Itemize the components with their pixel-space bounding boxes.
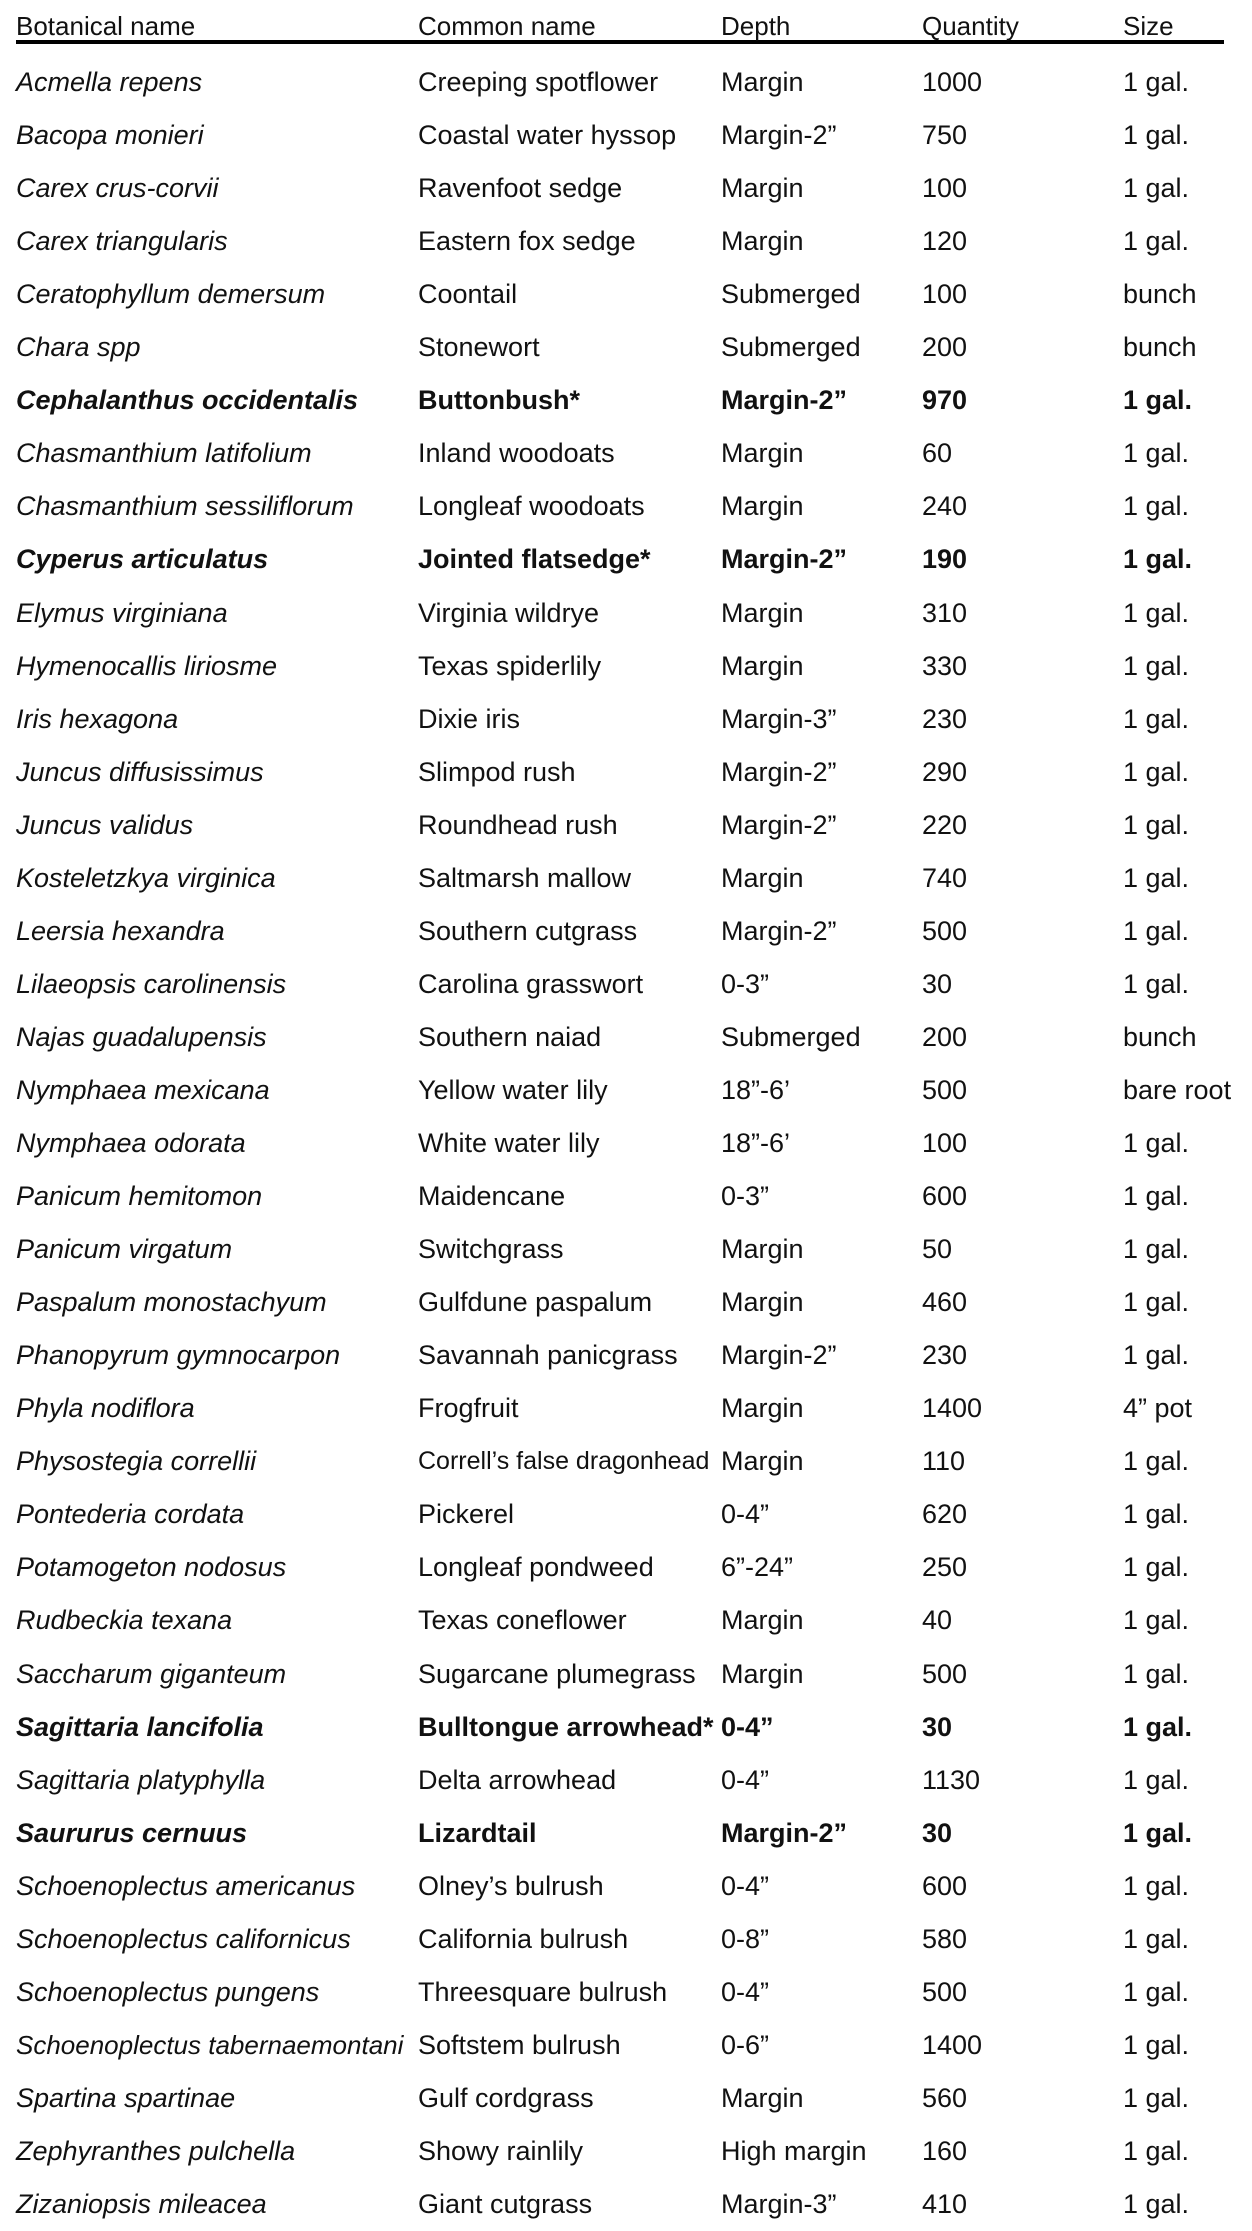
- size-cell: 1 gal.: [1123, 1870, 1190, 1901]
- common-name-cell: Jointed flatsedge*: [418, 544, 651, 575]
- botanical-name-cell: Carex triangularis: [16, 226, 228, 257]
- depth-cell: Margin: [721, 226, 804, 257]
- common-name-cell: Texas coneflower: [418, 1605, 627, 1636]
- botanical-name-cell: Physostegia correllii: [16, 1446, 257, 1477]
- botanical-name-cell: Panicum hemitomon: [16, 1181, 263, 1212]
- common-name-cell: Gulf cordgrass: [418, 2082, 594, 2113]
- size-cell: 1 gal.: [1123, 1976, 1190, 2007]
- botanical-name-cell: Acmella repens: [16, 67, 203, 97]
- common-name-cell: Gulfdune paspalum: [418, 1287, 653, 1318]
- depth-cell: 18”-6’: [721, 1128, 791, 1158]
- common-name-cell: Dixie iris: [418, 703, 521, 734]
- quantity-cell: 100: [922, 279, 968, 310]
- botanical-name-cell: Iris hexagona: [16, 703, 179, 734]
- botanical-name-cell: Phyla nodiflora: [16, 1393, 195, 1424]
- quantity-cell: 30: [922, 1817, 953, 1848]
- botanical-name-cell: Saururus cernuus: [16, 1817, 248, 1848]
- common-name-cell: Correll’s false dragonhead: [418, 1447, 710, 1476]
- depth-cell: Margin: [721, 1393, 804, 1424]
- table-row: [16, 321, 1236, 374]
- botanical-name-cell: Sagittaria lancifolia: [16, 1711, 264, 1742]
- table-row: [16, 746, 1236, 799]
- table-row: [16, 958, 1236, 1011]
- table-row: [16, 1807, 1236, 1860]
- depth-cell: Submerged: [721, 1021, 861, 1052]
- botanical-name-cell: Kosteletzkya virginica: [16, 862, 276, 893]
- table-row: [16, 2178, 1236, 2231]
- botanical-name-cell: Pontederia cordata: [16, 1499, 245, 1530]
- quantity-cell: 30: [922, 968, 953, 999]
- depth-cell: 0-3”: [721, 1181, 770, 1212]
- size-cell: 4” pot: [1123, 1393, 1193, 1424]
- quantity-cell: 50: [922, 1234, 953, 1265]
- table-row: [16, 1648, 1236, 1701]
- quantity-cell: 160: [922, 2135, 968, 2166]
- size-cell: 1 gal.: [1123, 438, 1190, 469]
- depth-cell: Margin-3”: [721, 703, 837, 734]
- quantity-cell: 580: [922, 1923, 968, 1954]
- table-row: [16, 1860, 1236, 1913]
- botanical-name-cell: Cephalanthus occidentalis: [16, 385, 359, 416]
- size-cell: 1 gal.: [1123, 1287, 1190, 1318]
- botanical-name-cell: Chara spp: [16, 332, 141, 363]
- size-cell: 1 gal.: [1123, 1552, 1190, 1583]
- common-name-cell: Slimpod rush: [418, 756, 576, 787]
- table-row: [16, 480, 1236, 533]
- depth-cell: Margin-2”: [721, 385, 848, 416]
- size-cell: 1 gal.: [1123, 2082, 1190, 2113]
- size-cell: 1 gal.: [1123, 120, 1190, 151]
- common-name-cell: Inland woodoats: [418, 438, 615, 469]
- common-name-cell: Southern cutgrass: [418, 915, 638, 946]
- quantity-cell: 200: [922, 332, 968, 363]
- depth-cell: Submerged: [721, 332, 861, 363]
- depth-cell: Margin: [721, 438, 804, 469]
- botanical-name-cell: Chasmanthium sessiliflorum: [16, 491, 354, 522]
- botanical-name-cell: Saccharum giganteum: [16, 1658, 287, 1689]
- common-name-cell: Lizardtail: [418, 1817, 537, 1848]
- botanical-name-cell: Cyperus articulatus: [16, 544, 269, 575]
- botanical-name-cell: Zephyranthes pulchella: [16, 2135, 296, 2166]
- table-row: [16, 1223, 1236, 1276]
- common-name-cell: Buttonbush*: [418, 385, 580, 416]
- size-cell: 1 gal.: [1123, 597, 1190, 628]
- size-cell: 1 gal.: [1123, 915, 1190, 946]
- table-row: [16, 1011, 1236, 1064]
- quantity-cell: 1130: [922, 1764, 981, 1795]
- depth-cell: Margin: [721, 491, 804, 522]
- size-cell: 1 gal.: [1123, 650, 1190, 681]
- quantity-cell: 60: [922, 438, 953, 469]
- table-row: [16, 1701, 1236, 1754]
- depth-cell: Submerged: [721, 279, 861, 310]
- quantity-cell: 620: [922, 1499, 968, 1530]
- common-name-cell: Coontail: [418, 279, 518, 310]
- size-cell: 1 gal.: [1123, 1234, 1190, 1265]
- botanical-name-cell: Schoenoplectus californicus: [16, 1923, 351, 1954]
- quantity-cell: 560: [922, 2082, 968, 2113]
- common-name-cell: Yellow water lily: [418, 1074, 608, 1105]
- botanical-name-cell: Spartina spartinae: [16, 2082, 236, 2113]
- table-row: [16, 1329, 1236, 1382]
- size-cell: 1 gal.: [1123, 385, 1193, 416]
- size-cell: 1 gal.: [1123, 756, 1190, 787]
- table-row: [16, 640, 1236, 693]
- botanical-name-cell: Rudbeckia texana: [16, 1605, 233, 1636]
- quantity-cell: 460: [922, 1287, 968, 1318]
- size-cell: 1 gal.: [1123, 1181, 1190, 1212]
- botanical-name-cell: Schoenoplectus pungens: [16, 1976, 320, 2007]
- depth-cell: Margin-3”: [721, 2189, 837, 2219]
- size-cell: bunch: [1123, 279, 1197, 310]
- depth-cell: Margin: [721, 1287, 804, 1318]
- table-row: [16, 215, 1236, 268]
- quantity-cell: 750: [922, 120, 968, 151]
- table-row: [16, 587, 1236, 640]
- botanical-name-cell: Lilaeopsis carolinensis: [16, 968, 287, 999]
- common-name-cell: Frogfruit: [418, 1393, 519, 1424]
- quantity-cell: 30: [922, 1711, 953, 1742]
- depth-cell: 0-4”: [721, 1764, 770, 1795]
- common-name-cell: Showy rainlily: [418, 2135, 584, 2166]
- botanical-name-cell: Paspalum monostachyum: [16, 1287, 327, 1318]
- size-cell: 1 gal.: [1123, 2135, 1190, 2166]
- quantity-cell: 1400: [922, 2029, 983, 2060]
- common-name-cell: Creeping spotflower: [418, 67, 659, 97]
- quantity-cell: 220: [922, 809, 968, 840]
- botanical-name-cell: Juncus validus: [16, 809, 194, 840]
- header-quantity: Quantity: [922, 11, 1019, 41]
- common-name-cell: Virginia wildrye: [418, 597, 600, 628]
- size-cell: 1 gal.: [1123, 1605, 1190, 1636]
- table-row: [16, 2125, 1236, 2178]
- depth-cell: 0-3”: [721, 968, 770, 999]
- quantity-cell: 500: [922, 1976, 968, 2007]
- depth-cell: 0-6”: [721, 2029, 770, 2060]
- depth-cell: 0-4”: [721, 1499, 770, 1530]
- common-name-cell: Giant cutgrass: [418, 2189, 593, 2219]
- common-name-cell: Stonewort: [418, 332, 540, 363]
- botanical-name-cell: Sagittaria platyphylla: [16, 1764, 266, 1795]
- size-cell: bunch: [1123, 1021, 1197, 1052]
- botanical-name-cell: Elymus virginiana: [16, 597, 228, 628]
- table-row: [16, 162, 1236, 215]
- header-common-name: Common name: [418, 11, 596, 41]
- common-name-cell: Olney’s bulrush: [418, 1870, 604, 1901]
- table-row: [16, 1488, 1236, 1541]
- botanical-name-cell: Najas guadalupensis: [16, 1021, 267, 1052]
- common-name-cell: Carolina grasswort: [418, 968, 644, 999]
- common-name-cell: Sugarcane plumegrass: [418, 1658, 696, 1689]
- botanical-name-cell: Chasmanthium latifolium: [16, 438, 312, 469]
- quantity-cell: 200: [922, 1021, 968, 1052]
- botanical-name-cell: Zizaniopsis mileacea: [16, 2189, 267, 2219]
- quantity-cell: 410: [922, 2189, 968, 2219]
- size-cell: 1 gal.: [1123, 703, 1190, 734]
- table-row: [16, 852, 1236, 905]
- quantity-cell: 600: [922, 1181, 968, 1212]
- common-name-cell: Bulltongue arrowhead*: [418, 1711, 714, 1742]
- table-row: [16, 1435, 1236, 1488]
- table-row: [16, 693, 1236, 746]
- common-name-cell: Texas spiderlily: [418, 650, 602, 681]
- depth-cell: Margin-2”: [721, 756, 837, 787]
- depth-cell: 0-4”: [721, 1976, 770, 2007]
- size-cell: 1 gal.: [1123, 1711, 1193, 1742]
- depth-cell: Margin-2”: [721, 915, 837, 946]
- common-name-cell: Longleaf pondweed: [418, 1552, 654, 1583]
- size-cell: 1 gal.: [1123, 491, 1190, 522]
- botanical-name-cell: Potamogeton nodosus: [16, 1552, 287, 1583]
- table-row: [16, 1276, 1236, 1329]
- depth-cell: 0-4”: [721, 1870, 770, 1901]
- table-row: [16, 1382, 1236, 1435]
- quantity-cell: 1400: [922, 1393, 983, 1424]
- botanical-name-cell: Schoenoplectus americanus: [16, 1870, 356, 1901]
- botanical-name-cell: Juncus diffusissimus: [16, 756, 264, 787]
- quantity-cell: 290: [922, 756, 968, 787]
- depth-cell: Margin: [721, 862, 804, 893]
- size-cell: 1 gal.: [1123, 862, 1190, 893]
- table-row: [16, 1170, 1236, 1223]
- quantity-cell: 230: [922, 1340, 968, 1371]
- quantity-cell: 310: [922, 597, 968, 628]
- quantity-cell: 970: [922, 385, 968, 416]
- size-cell: 1 gal.: [1123, 809, 1190, 840]
- common-name-cell: California bulrush: [418, 1923, 629, 1954]
- table-row: [16, 1913, 1236, 1966]
- common-name-cell: Longleaf woodoats: [418, 491, 645, 522]
- depth-cell: Margin: [721, 2082, 804, 2113]
- table-row: [16, 2019, 1236, 2072]
- table-row: [16, 533, 1236, 586]
- table-row: [16, 56, 1236, 109]
- botanical-name-cell: Schoenoplectus tabernaemontani: [16, 2029, 404, 2060]
- table-row: [16, 268, 1236, 321]
- depth-cell: 0-8”: [721, 1923, 770, 1954]
- common-name-cell: Ravenfoot sedge: [418, 173, 623, 204]
- size-cell: bare root: [1123, 1074, 1232, 1105]
- quantity-cell: 250: [922, 1552, 968, 1583]
- table-row: [16, 427, 1236, 480]
- depth-cell: Margin: [721, 1605, 804, 1636]
- botanical-name-cell: Leersia hexandra: [16, 915, 225, 946]
- table-row: [16, 1541, 1236, 1594]
- botanical-name-cell: Nymphaea odorata: [16, 1128, 246, 1158]
- size-cell: 1 gal.: [1123, 544, 1193, 575]
- size-cell: 1 gal.: [1123, 2029, 1190, 2060]
- quantity-cell: 120: [922, 226, 968, 257]
- size-cell: 1 gal.: [1123, 1499, 1190, 1530]
- botanical-name-cell: Carex crus-corvii: [16, 173, 219, 204]
- depth-cell: Margin: [721, 1658, 804, 1689]
- common-name-cell: Delta arrowhead: [418, 1764, 617, 1795]
- botanical-name-cell: Panicum virgatum: [16, 1234, 233, 1265]
- table-row: [16, 374, 1236, 427]
- depth-cell: Margin: [721, 1234, 804, 1265]
- header-depth: Depth: [721, 11, 791, 41]
- depth-cell: Margin: [721, 173, 804, 204]
- depth-cell: 6”-24”: [721, 1552, 794, 1583]
- depth-cell: 0-4”: [721, 1711, 774, 1742]
- common-name-cell: Switchgrass: [418, 1234, 564, 1265]
- quantity-cell: 1000: [922, 67, 983, 97]
- depth-cell: High margin: [721, 2135, 867, 2166]
- botanical-name-cell: Phanopyrum gymnocarpon: [16, 1340, 341, 1371]
- depth-cell: Margin: [721, 650, 804, 681]
- botanical-name-cell: Ceratophyllum demersum: [16, 279, 326, 310]
- depth-cell: Margin-2”: [721, 1340, 837, 1371]
- size-cell: 1 gal.: [1123, 173, 1190, 204]
- botanical-name-cell: Hymenocallis liriosme: [16, 650, 278, 681]
- quantity-cell: 330: [922, 650, 968, 681]
- depth-cell: Margin-2”: [721, 544, 848, 575]
- size-cell: 1 gal.: [1123, 2189, 1190, 2219]
- table-row: [16, 905, 1236, 958]
- quantity-cell: 40: [922, 1605, 953, 1636]
- common-name-cell: Softstem bulrush: [418, 2029, 621, 2060]
- botanical-name-cell: Nymphaea mexicana: [16, 1074, 270, 1105]
- depth-cell: Margin: [721, 597, 804, 628]
- common-name-cell: Threesquare bulrush: [418, 1976, 668, 2007]
- size-cell: 1 gal.: [1123, 226, 1190, 257]
- common-name-cell: White water lily: [418, 1128, 600, 1158]
- table-row: [16, 1064, 1236, 1117]
- quantity-cell: 500: [922, 1074, 968, 1105]
- common-name-cell: Roundhead rush: [418, 809, 618, 840]
- size-cell: 1 gal.: [1123, 1817, 1193, 1848]
- quantity-cell: 240: [922, 491, 968, 522]
- quantity-cell: 190: [922, 544, 968, 575]
- size-cell: 1 gal.: [1123, 1340, 1190, 1371]
- table-row: [16, 109, 1236, 162]
- common-name-cell: Southern naiad: [418, 1021, 602, 1052]
- common-name-cell: Savannah panicgrass: [418, 1340, 678, 1371]
- common-name-cell: Coastal water hyssop: [418, 120, 677, 151]
- depth-cell: Margin: [721, 1446, 804, 1477]
- quantity-cell: 500: [922, 1658, 968, 1689]
- quantity-cell: 600: [922, 1870, 968, 1901]
- table-row: [16, 1966, 1236, 2019]
- depth-cell: Margin-2”: [721, 809, 837, 840]
- quantity-cell: 500: [922, 915, 968, 946]
- common-name-cell: Maidencane: [418, 1181, 566, 1212]
- size-cell: 1 gal.: [1123, 67, 1190, 97]
- botanical-name-cell: Bacopa monieri: [16, 120, 204, 151]
- common-name-cell: Saltmarsh mallow: [418, 862, 632, 893]
- depth-cell: Margin-2”: [721, 120, 837, 151]
- header-botanical-name: Botanical name: [16, 11, 196, 41]
- table-row: [16, 1754, 1236, 1807]
- header-size: Size: [1123, 11, 1174, 41]
- quantity-cell: 110: [922, 1446, 966, 1477]
- depth-cell: 18”-6’: [721, 1074, 791, 1105]
- table-header: [16, 6, 1224, 44]
- size-cell: 1 gal.: [1123, 1923, 1190, 1954]
- size-cell: 1 gal.: [1123, 968, 1190, 999]
- quantity-cell: 740: [922, 862, 968, 893]
- common-name-cell: Eastern fox sedge: [418, 226, 636, 257]
- table-row: [16, 1594, 1236, 1647]
- size-cell: 1 gal.: [1123, 1764, 1190, 1795]
- size-cell: 1 gal.: [1123, 1128, 1190, 1158]
- depth-cell: Margin: [721, 67, 804, 97]
- table-row: [16, 2072, 1236, 2125]
- table-row: [16, 799, 1236, 852]
- quantity-cell: 100: [922, 1128, 968, 1158]
- common-name-cell: Pickerel: [418, 1499, 515, 1530]
- table-row: [16, 1117, 1236, 1170]
- quantity-cell: 230: [922, 703, 968, 734]
- size-cell: bunch: [1123, 332, 1197, 363]
- size-cell: 1 gal.: [1123, 1658, 1190, 1689]
- size-cell: 1 gal.: [1123, 1446, 1190, 1477]
- quantity-cell: 100: [922, 173, 968, 204]
- depth-cell: Margin-2”: [721, 1817, 848, 1848]
